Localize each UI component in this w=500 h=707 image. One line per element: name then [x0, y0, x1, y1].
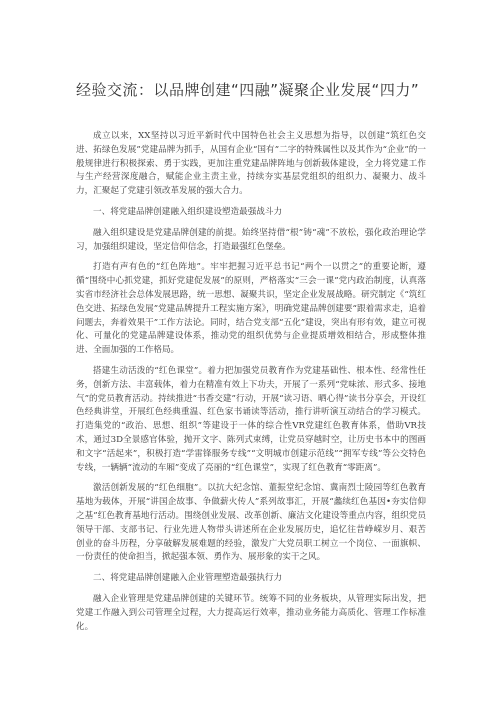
document-title: 经验交流：以品牌创建“四融”凝聚企业发展“四力” [76, 81, 420, 99]
intro-paragraph: 成立以来，XX坚持以习近平新时代中国特色社会主义思想为指导，以创建“筑红色交进、拓绿色发展”党建品牌为抓手，从国有企业“国有”二字的特殊属性以及其作为“企业”的一般规律进行积极探索、勇于实践，更加注重党建品牌阵地与创新载体建设，全力将党建工作与生产经营深度融合，赋能企业主责主业，持续夯实基层党组织的组织力、凝聚力、战斗力，汇聚起了党建引领改革发展的强大合力。 [76, 131, 426, 197]
section-heading-2: 二、将党建品牌创建融入企业管理塑造最强执行力 [93, 573, 283, 584]
paragraph-4: 激活创新发展的“红色细胞”。以抗大纪念馆、董振堂纪念馆、冀南烈士陵园等红色教育基地为载体，开展“讲国企故事、争做薪火传人”系列故事汇，开展“蠡续红色基因•夯实信仰之基”红色教育基地行活动。围绕创业发展、改革创新、廉洁文化建设等重点内容，组织党员领导干部、支部书记、行业先进人物带头讲述所在企业发展历史，追忆往昔峥嵘岁月、艰苦创业的奋斗历程，分享破解发展难题的经验，激发广大党员职工树立一个岗位、一面旗帜、一份责任的使命担当，掀起强本领、勇作为、展形象的实干之风。 [76, 483, 426, 563]
section-heading-1: 一、将党建品牌创建融入组织建设塑造最强战斗力 [93, 206, 283, 217]
paragraph-5: 融入企业管理是党建品牌创建的关键环节。统筹不同的业务板块，从管理实际出发，把党建工作融入到公司管理全过程，大力提高运行效率，推动业务能力高质化、管理工作标准化。 [76, 593, 426, 632]
paragraph-2: 打造有声有色的“红色阵地”。牢牢把握习近平总书记“两个一以贯之”的重要论断，遵循“围绕中心抓党建，抓好党建促发展”的原则，严格落实“三会一课”党内政治制度，认真落实省市经济社会总体发展思路，统一思想、凝聚共识，坚定企业发展战略。研究制定《“筑红色交进、拓绿色发展”党建品牌提升工程实施方案》，明确党建品牌创建要“跟着需求走，追着问题去，奔着效果干”工作方法论。同时，结合党支部“五化”建设，突出有形有效，建立可视化、可量化的党建品牌建设体系，推动党的组织优势与企业提质增效相结合，形成整体推进、全面加强的工作格局。 [76, 262, 426, 356]
paragraph-1: 融入组织建设是党建品牌创建的前提。始终坚持借“根”铸“魂”不放松，强化政治理论学习，加强组织建设，坚定信仰信念，打造最强红色堡垒。 [76, 227, 426, 252]
paragraph-3: 搭建生动活泼的“红色课堂”。着力把加强党员教育作为党建基础性、根本性、经常性任务，创新方法、丰富载体，着力在精准有效上下功夫，开展了一系列“党味浓、形式多、接地气”的党员教育活动。持续推进“书香交建”行动，开展“读习语、晒心得”读书分享会，开设红色经典讲堂，开展红色经典重温、红色家书诵读等活动，推行讲听演互动结合的学习模式。打造集党的“政治、思想、组织”等建设于一体的综合性VR党建红色教育体系，借助VR技术，通过3D全景感官体验，抛开文字、陈列式束缚，让党员穿越时空，让历史书本中的图画和文字“活起来”，积极打造“学雷锋服务专线”“文明城市创建示范线”“拥军专线”等公交特色专线，一辆辆“流动的车厢”变成了亮丽的“红色课堂”，实现了红色教育“零距离”。 [76, 365, 426, 473]
document-body [76, 130, 426, 634]
